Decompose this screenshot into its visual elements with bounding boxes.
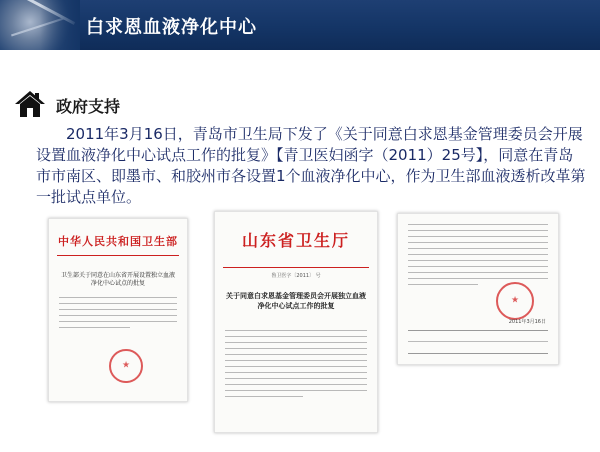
doc-title-shandong: 关于同意白求恩基金管理委员会开展独立血液净化中心试点工作的批复 — [226, 292, 366, 310]
official-seal — [109, 349, 143, 383]
header-photo — [0, 0, 80, 50]
doc-header-shandong: 山东省卫生厅 — [241, 231, 350, 250]
section-title: 政府支持 — [56, 97, 121, 116]
doc-red-line — [223, 267, 369, 268]
home-icon — [14, 90, 46, 118]
doc-footer-table — [408, 330, 548, 354]
doc-red-line — [57, 255, 179, 256]
official-seal — [496, 282, 534, 320]
doc-header-moh: 中华人民共和国卫生部 — [58, 235, 178, 248]
document-image-shandong — [214, 211, 378, 433]
doc-title-moh: 卫生部关于同意在山东省开展设置独立血液净化中心试点的批复 — [60, 272, 175, 287]
document-image-moh — [48, 218, 188, 402]
doc-body-lines — [59, 297, 177, 333]
intro-paragraph: 2011年3月16日，青岛市卫生局下发了《关于同意白求恩基金管理委员会开展设置血液净化中心试点工作的批复》【青卫医妇函字（2011）25号】，同意在青岛市市南区、即墨市、和胶州市各设置1个血液净化中心，作为卫生部血液透析改革第一批试点单位。 — [36, 125, 586, 206]
doc-body-lines — [408, 224, 548, 290]
doc-date: 2011年3月16日 — [508, 319, 546, 325]
doc-body-lines — [225, 330, 367, 402]
header-banner — [0, 0, 600, 50]
doc-number: 鲁卫医字〔2011〕 号 — [271, 273, 321, 279]
document-image-page2 — [397, 213, 559, 365]
page-title: 白求恩血液净化中心 — [86, 17, 257, 38]
